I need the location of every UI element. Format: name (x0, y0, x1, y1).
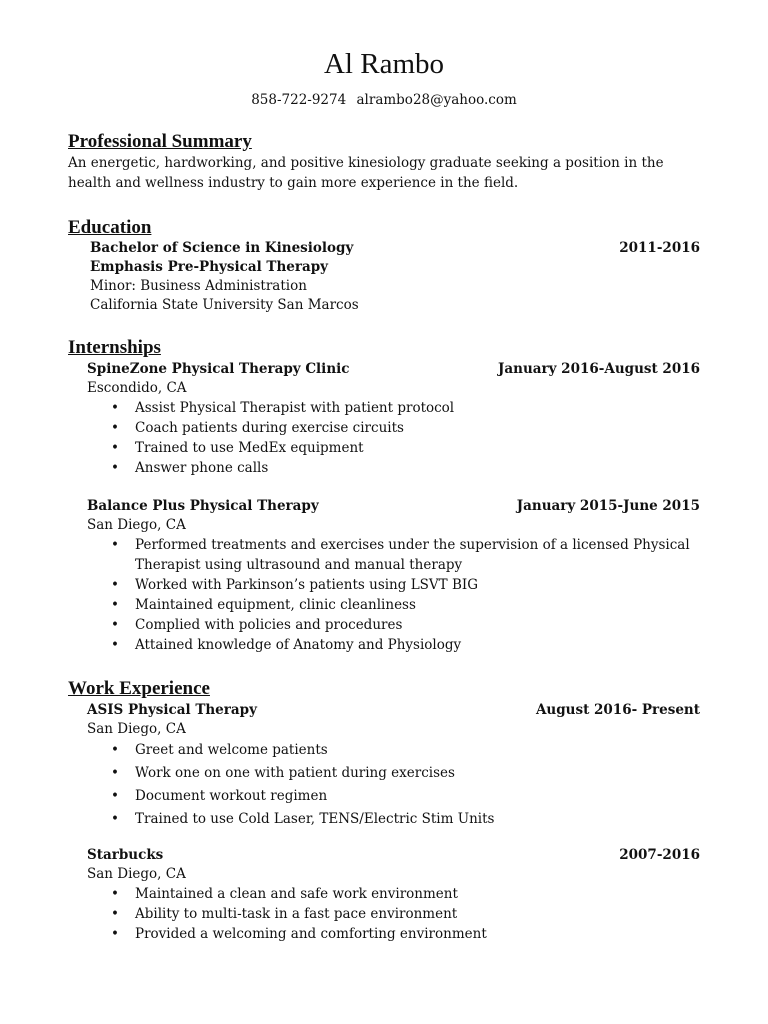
work-location: San Diego, CA (87, 721, 186, 737)
summary-text: An energetic, hardworking, and positive kinesiology graduate seeking a position in the health and wellness industry to gain more experience in the field. (68, 155, 664, 191)
email-address: alrambo28@yahoo.com (356, 92, 517, 108)
work-duties (108, 884, 487, 944)
internship-org: SpineZone Physical Therapy Clinic (87, 361, 350, 377)
school-name: California State University San Marcos (90, 297, 359, 313)
list-item: • Greet and welcome patients (108, 739, 494, 762)
list-item: • Maintained equipment, clinic cleanliness (108, 595, 690, 615)
internship-org: Balance Plus Physical Therapy (87, 498, 319, 514)
internship-location: Escondido, CA (87, 380, 187, 396)
list-item: • Maintained a clean and safe work environment (108, 884, 487, 904)
phone-number: 858-722-9274 (251, 92, 347, 108)
internships-heading: Internships (68, 337, 161, 358)
work-dates: August 2016- Present (535, 702, 700, 718)
summary-heading: Professional Summary (68, 131, 252, 152)
work-org: Starbucks (87, 847, 164, 863)
list-item-continuation: Therapist using ultrasound and manual therapy (135, 557, 463, 573)
internship-dates: January 2015-June 2015 (516, 498, 700, 514)
internship-location: San Diego, CA (87, 517, 186, 533)
degree-emphasis: Emphasis Pre-Physical Therapy (90, 259, 328, 275)
contact-line (0, 91, 768, 109)
internship-duties (108, 398, 454, 478)
work-location: San Diego, CA (87, 866, 186, 882)
list-item: • Answer phone calls (108, 458, 454, 478)
list-item: • Attained knowledge of Anatomy and Physiology (108, 635, 690, 655)
list-item: • Trained to use MedEx equipment (108, 438, 454, 458)
education-dates: 2011-2016 (619, 240, 700, 256)
list-item: • Provided a welcoming and comforting environment (108, 924, 487, 944)
list-item: • Performed treatments and exercises under the supervision of a licensed Physical (108, 535, 690, 555)
list-item: • Worked with Parkinson’s patients using LSVT BIG (108, 575, 690, 595)
work-org: ASIS Physical Therapy (87, 702, 257, 718)
list-item: • Ability to multi-task in a fast pace environment (108, 904, 487, 924)
list-item: • Trained to use Cold Laser, TENS/Electric Stim Units (108, 808, 494, 831)
resume-name: Al Rambo (323, 48, 445, 80)
work-duties (108, 739, 494, 831)
internship-dates: January 2016-August 2016 (498, 361, 700, 377)
education-heading: Education (68, 217, 152, 238)
degree-minor: Minor: Business Administration (90, 278, 307, 294)
list-item: • Coach patients during exercise circuits (108, 418, 454, 438)
list-item: • Assist Physical Therapist with patient protocol (108, 398, 454, 418)
list-item: • Complied with policies and procedures (108, 615, 690, 635)
work-dates: 2007-2016 (619, 847, 700, 863)
internship-duties (108, 535, 690, 655)
work-heading: Work Experience (68, 678, 210, 699)
list-item: • Document workout regimen (108, 785, 494, 808)
degree-title: Bachelor of Science in Kinesiology (90, 240, 354, 256)
list-item: • Work one on one with patient during exercises (108, 762, 494, 785)
